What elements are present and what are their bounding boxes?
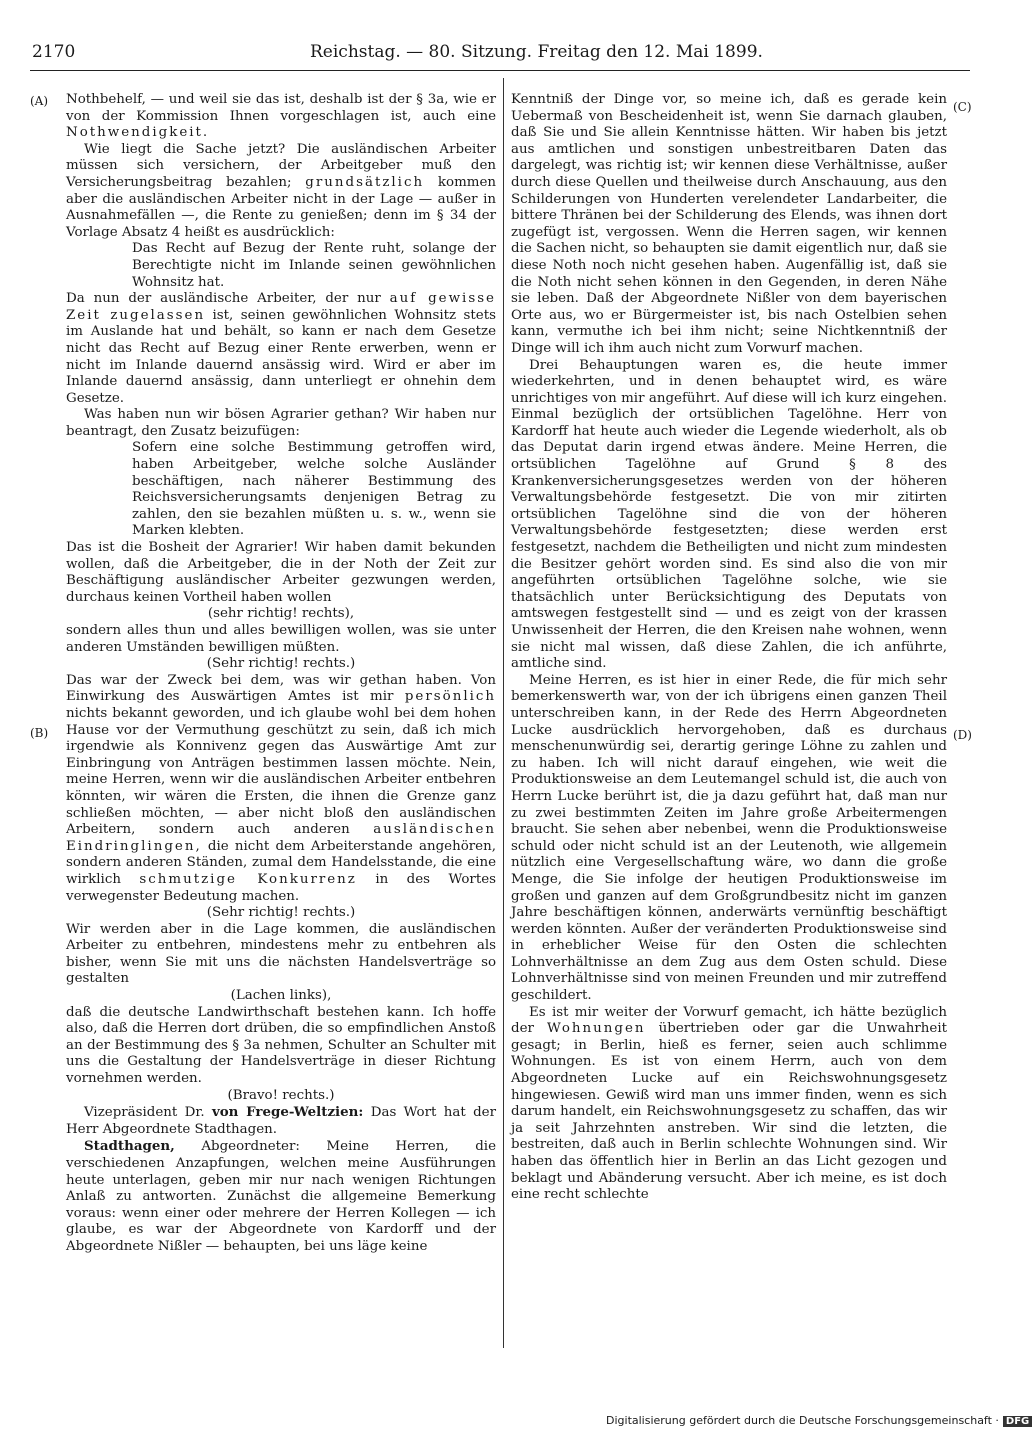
left-column	[66, 92, 496, 1256]
paragraph: Wir werden aber in die Lage kommen, die ausländischen Arbeiter zu entbehren, mindestens mehr zu entbehren als bisher, wenn Sie mit uns die nächsten Handelsverträge so gestalten	[66, 921, 496, 987]
spaced-text: grundsätzlich	[305, 174, 425, 190]
spaced-text: auf gewisse Zeit zugelassen	[66, 291, 496, 323]
paragraph: daß die deutsche Landwirthschaft bestehen kann. Ich hoffe also, daß die Herren dort drüben, die so empfindlichen Anstoß an der Bestimmung des § 3a nehmen, Schulter an Schulter mit uns die Gestaltung der Handelsverträge in dieser Richtung vornehmen werden.	[66, 1004, 496, 1087]
quotation: Sofern eine solche Bestimmung getroffen wird, haben Arbeitgeber, welche solche Ausländer beschäftigen, nach näherer Bestimmung des Reichsversicherungsamts denjenigen Betrag zu zahlen, den sie bezahlen müßten u. s. w., wenn sie Marken klebten.	[132, 440, 496, 539]
paragraph: Das ist die Bosheit der Agrarier! Wir haben damit bekunden wollen, daß die Arbeitgeber, die in der Noth der Zeit zur Beschäftigung ausländischer Arbeiter gezwungen werden, durchaus keinen Vortheil haben wollen	[66, 540, 496, 605]
margin-marker-d: (D)	[953, 728, 972, 742]
margin-marker-c: (C)	[953, 100, 972, 114]
interjection: (Sehr richtig! rechts.)	[206, 656, 356, 672]
quotation: Das Recht auf Bezug der Rente ruht, solange der Berechtigte nicht im Inlande seinen gewöhnlichen Wohnsitz hat.	[132, 241, 496, 290]
interjection: (Lachen links),	[230, 988, 332, 1004]
column-divider	[503, 78, 504, 1348]
text: in des Wortes verwegenster Bedeutung machen.	[66, 871, 496, 904]
text: Das war der Zweck bei dem, was wir gethan haben. Von Einwirkung des Auswärtigen Amtes ist mir	[66, 672, 496, 705]
interjection: (Sehr richtig! rechts.)	[206, 905, 356, 921]
credit-text: Digitalisierung gefördert durch die Deutsche Forschungsgemeinschaft ·	[606, 1414, 999, 1427]
page-header	[30, 42, 970, 68]
speaker-paragraph	[66, 1104, 496, 1138]
page-title: Reichstag. — 80. Sitzung. Freitag den 12. Mai 1899.	[310, 42, 763, 62]
speaker-paragraph	[66, 1138, 496, 1255]
paragraph	[66, 92, 496, 142]
text: übertrieben oder gar die Unwahrheit gesagt; in Berlin, hieß es ferner, seien auch schlimme Wohnungen. Es ist von einem Herrn, auch von dem Abgeordneten Lucke auf ein Reichswohnungsgesetz hingewiesen. Gewiß wird man uns immer finden, wenn es sich darum handelt, ein Reichswohnungsgesetz zu schaffen, das wir ja seit Jahrzehnten anstreben. Wir sind die letzten, die bestreiten, daß auch in Berlin schlechte Wohnungen sind. Wir haben das öffentlich hier in Berlin an das Licht gezogen und beklagt und Abänderung versucht. Aber ich meine, es ist doch eine recht schlechte	[511, 1021, 947, 1203]
text: die nicht dem Arbeiterstande angehören, sondern anderen Ständen, zumal dem Handelsstande, die eine wirklich	[66, 838, 496, 887]
paragraph: Was haben nun wir bösen Agrarier gethan? Wir haben nur beantragt, den Zusatz beizufügen:	[66, 407, 496, 439]
spaced-text: Wohnungen	[547, 1021, 646, 1037]
speaker-name: von Frege-Weltzien:	[211, 1104, 364, 1121]
paragraph: sondern alles thun und alles bewilligen wollen, was sie unter anderen Umständen bewilligen müßten.	[66, 623, 496, 655]
paragraph: Drei Behauptungen waren es, die heute immer wiederkehrten, und in denen behauptet wird, es wäre unrichtiges von mir angeführt. Auf diese will ich kurz eingehen. Einmal bezüglich der ortsüblichen Tagelöhne. Herr von Kardorff hat heute auch wieder die Legende wiederholt, als ob das Deputat darin irgend etwas ändere. Meine Herren, die ortsüblichen Tagelöhne auf Grund § 8 des Krankenversicherungsgesetzes werden von der höheren Verwaltungsbehörde festgesetzt. Die von mir zitirten ortsüblichen Tagelöhne sind die von der höheren Verwaltungsbehörde festgesetzten; diese werden erst festgesetzt, nachdem die Betheiligten und nicht zum mindesten die Besitzer gehört worden sind. Es sind also die von mir angeführten ortsüblichen Tagelöhne solche, wie sie thatsächlich unter Berücksichtigung des Deputats von amtswegen festgestellt sind — und es zeigt von der krassen Unwissenheit der Herren, die den Kreisen nahe wohnen, wenn sie nicht mal wissen, daß diese Zahlen, die ich anführte, amtliche sind.	[511, 357, 947, 672]
paragraph	[66, 673, 496, 905]
dfg-logo: DFG	[1003, 1416, 1032, 1427]
paragraph	[66, 142, 496, 242]
paragraph	[511, 1005, 947, 1204]
text: Es ist mir weiter der Vorwurf gemacht, ich hätte bezüglich der	[511, 1004, 947, 1037]
page-number: 2170	[32, 42, 76, 62]
margin-marker-a: (A)	[30, 94, 49, 108]
text: ist, seinen gewöhnlichen Wohnsitz stets im Auslande hat und behält, so kann er nach dem Gesetze nicht das Recht auf Bezug einer Rente erwerben, wenn er nicht im Inlande dauernd ansässig wird. Wird er aber im Inlande dauernd ansässig, dann unterliegt er ohnehin dem Gesetze.	[66, 307, 496, 406]
margin-marker-b: (B)	[30, 726, 49, 740]
interjection: (sehr richtig! rechts),	[207, 606, 355, 622]
paragraph	[66, 291, 496, 407]
digitization-credit	[606, 1414, 1032, 1427]
spaced-text: schmutzige Konkurrenz	[139, 871, 357, 887]
spaced-text: persönlich	[404, 689, 497, 705]
text: nichts bekannt geworden, und ich glaube wohl bei dem hohen Hause vor der Vermuthung geschützt zu sein, daß ich mich irgendwie als Konnivenz gegen das Auswärtige Amt zur Einbringung von Anträgen bestimmen lassen möchte. Nein, meine Herren, wenn wir die ausländischen Arbeiter entbehren könnten, wir wären die Ersten, die ihnen die Grenze ganz schließen möchten, — aber nicht bloß den ausländischen Arbeitern, sondern auch anderen	[66, 705, 496, 838]
paragraph: Meine Herren, es ist hier in einer Rede, die für mich sehr bemerkenswerth war, von der ich übrigens einen ganzen Theil unterschreiben kann, in der Rede des Herrn Abgeordneten Lucke ausdrücklich hervorgehoben, daß es durchaus menschenunwürdig sei, derartig geringe Löhne zu zahlen und zu haben. Ich will nicht darauf eingehen, wie weit die Produktionsweise an dem Leutemangel schuld ist, die auch von Herrn Lucke berührt ist, die ja dazu geführt hat, daß man nur zu zwei bestimmten Zeiten im Jahre große Arbeitermengen braucht. Sie sehen aber nebenbei, wenn die Produktionsweise schuld oder nicht schuld ist an der Leutenoth, wie allgemein nützlich eine Vergesellschaftung wäre, wo dann die große Menge, die Sie infolge der heutigen Produktionsweise im großen und ganzen auf dem Großgrundbesitz nicht im ganzen Jahre beschäftigen können, anderwärts vernünftig beschäftigt werden könnten. Außer der veränderten Produktionsweise sind in erheblicher Weise für den Osten die schlechten Lohnverhältnisse an dem Zug aus dem Osten schuld. Diese Lohnverhältnisse sind von meinen Freunden und mir zutreffend geschildert.	[511, 672, 947, 1004]
spaced-text: ausländischen Eindringlingen,	[66, 822, 496, 854]
right-column	[511, 92, 947, 1204]
text: Vizepräsident Dr.	[84, 1105, 205, 1121]
text: Da nun der ausländische Arbeiter, der nur	[66, 291, 381, 307]
text: Nothbehelf, — und weil sie das ist, deshalb ist der § 3a, wie er von der Kommission Ihnen vorgeschlagen ist, auch eine	[66, 92, 496, 124]
paragraph: Kenntniß der Dinge vor, so meine ich, daß es gerade kein Uebermaß von Bescheidenheit ist, wenn Sie darnach glauben, daß Sie und Sie allein Kenntnisse hätten. Wir haben bis jetzt aus amtlichen und sonstigen unbestreitbaren Daten das dargelegt, was richtig ist; wir kennen diese Verhältnisse, außer durch diese Quellen und theilweise durch Anschauung, aus den Schilderungen von Hunderten verelendeter Landarbeiter, die bittere Thränen bei der Schilderung des Elends, was ihnen dort zugefügt ist, vergossen. Wenn die Herren sagen, wir kennen die Sachen nicht, so behaupten sie damit eigentlich nur, daß sie diese Noth noch nicht gesehen haben. Augenfällig ist, daß sie die Noth nicht sehen können in den Gegenden, in deren Nähe sie leben. Daß der Abgeordnete Nißler von dem bayerischen Orte aus, wo er Bürgermeister ist, bis nach Ostelbien sehen kann, vermuthe ich bei ihm nicht; seine Nichtkenntniß der Dinge will ich ihm auch nicht zum Vorwurf machen.	[511, 92, 947, 356]
spaced-text: Nothwendigkeit.	[66, 125, 210, 141]
speaker-name: Stadthagen,	[84, 1138, 175, 1155]
header-rule	[30, 70, 970, 71]
text: Abgeordneter: Meine Herren, die verschiedenen Anzapfungen, welchen meine Ausführungen heute unterlagen, geben mir nur nach wenigen Richtungen Anlaß zu antworten. Zunächst die allgemeine Bemerkung voraus: wenn einer oder mehrere der Herren Kollegen — ich glaube, es war der Abgeordnete von Kardorff und der Abgeordnete Nißler — behaupten, bei uns läge keine	[66, 1139, 496, 1254]
interjection: (Bravo! rechts.)	[227, 1087, 335, 1103]
text: kommen aber die ausländischen Arbeiter nicht in der Lage — außer in Ausnahmefällen —, die Rente zu genießen; denn im § 34 der Vorlage Absatz 4 heißt es ausdrücklich:	[66, 174, 497, 240]
text: Wie liegt die Sache jetzt? Die ausländischen Arbeiter müssen sich versichern, der Arbeitgeber muß den Versicherungsbeitrag bezahlen;	[66, 141, 496, 190]
text: Das Wort hat der Herr Abgeordnete Stadthagen.	[66, 1105, 496, 1137]
